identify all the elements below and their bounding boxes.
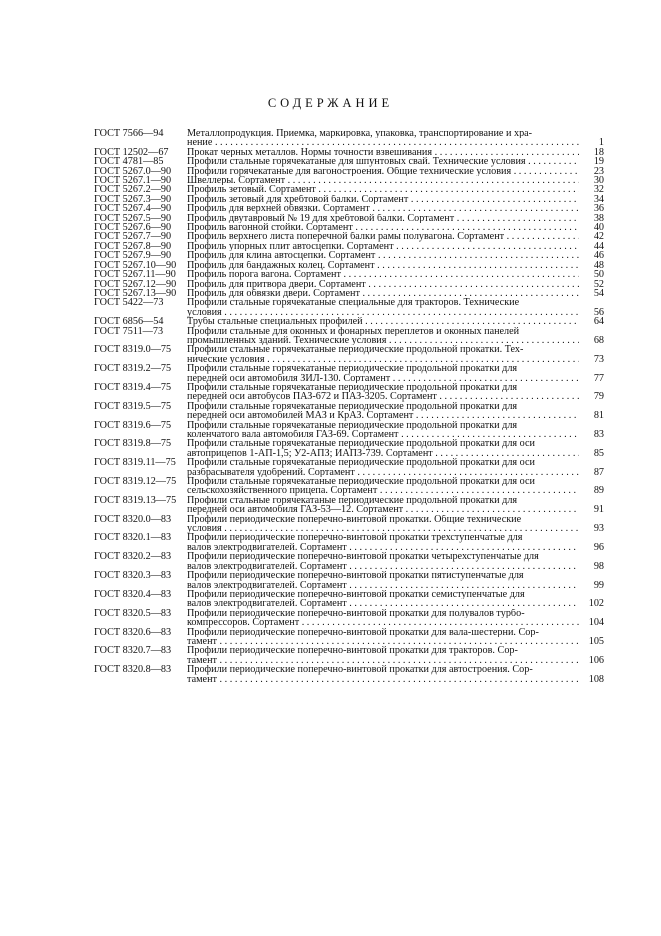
- toc-entry[interactable]: [94, 421, 604, 440]
- toc-entry[interactable]: [94, 646, 604, 665]
- toc-entry-code: ГОСТ 7566—94: [94, 128, 164, 139]
- toc-entry-code: ГОСТ 5422—73: [94, 297, 164, 309]
- toc-entry-title-line: нение . . .: [187, 138, 579, 147]
- toc-entry-title: [187, 129, 579, 148]
- toc-entry-title-line: Профили стальные горячекатаные периодические продольной прокатки для: [187, 401, 518, 412]
- toc-entry-title: [187, 214, 579, 223]
- toc-entry-title-line: Металлопродукция. Приемка, маркировка, упаковка, транспортирование и хра-: [187, 129, 533, 139]
- toc-entry-title: [187, 195, 579, 204]
- toc-entry-title-line: передней оси автомобиля ЗИЛ-130. Сортамент . . .: [187, 374, 579, 383]
- toc-entry-page-number: 50: [593, 269, 604, 281]
- toc-entry-title-line: Профиль для обвязки двери. Сортамент . . .: [187, 289, 579, 298]
- toc-entry-page-number: 18: [593, 146, 604, 158]
- toc-entry-title-line: Профили стальные горячекатаные периодические продольной прокатки. Тех-: [187, 345, 524, 355]
- toc-entry-title-line: Профиль порога вагона. Сортамент . . .: [187, 270, 579, 279]
- toc-entry-title: [187, 157, 579, 166]
- toc-entry-page-number: 87: [593, 466, 604, 478]
- toc-entry-title-line: Профили периодические поперечно-винтовой прокатки для вала-шестерни. Сор-: [187, 627, 539, 637]
- toc-entry-title-line: Профиль упорных плит автосцепки. Сортамент . . .: [187, 242, 579, 251]
- toc-entry-code: ГОСТ 5267.3—90: [94, 193, 172, 205]
- toc-entry-code: ГОСТ 8320.3—83: [94, 570, 172, 582]
- toc-entry-title-line: Профили стальные горячекатаные специальные для тракторов. Технические: [187, 298, 520, 308]
- toc-entry-title-line: передней оси автомобиля ГАЗ-53—12. Сортамент . . .: [187, 505, 579, 514]
- toc-entry-title: [187, 646, 579, 665]
- toc-entry-title: [187, 439, 579, 458]
- toc-entry-title: [187, 148, 579, 157]
- toc-heading: СОДЕРЖАНИЕ: [267, 96, 394, 110]
- toc-entry-code: ГОСТ 8319.4—75: [94, 381, 172, 393]
- toc-entry-code: ГОСТ 8320.0—83: [94, 513, 172, 525]
- toc-entry-title-line: Профили стальные горячекатаные периодические продольной прокатки для: [187, 364, 518, 374]
- toc-entry[interactable]: [94, 439, 604, 458]
- toc-entry-page-number: 40: [593, 222, 604, 234]
- toc-entry[interactable]: [94, 458, 604, 477]
- toc-entry-page-number: 34: [593, 193, 604, 205]
- toc-entry[interactable]: [94, 590, 604, 609]
- toc-entry[interactable]: [94, 609, 604, 628]
- toc-entry-page-number: 83: [593, 429, 604, 440]
- toc-entry-title-line: Трубы стальные специальных профилей . . .: [187, 317, 579, 326]
- toc-entry-code: ГОСТ 5267.11—90: [94, 269, 176, 281]
- toc-entry-title-line: сельскохозяйственного прицепа. Сортамент . . .: [187, 486, 579, 495]
- toc-entry-code: ГОСТ 8319.6—75: [94, 419, 172, 431]
- toc-entry-title: [187, 167, 579, 176]
- toc-entry-title-line: Профили стальные для оконных и фонарных переплетов и оконных панелей: [187, 326, 520, 336]
- toc-entry-title: [187, 242, 579, 251]
- toc-entry-code: ГОСТ 8320.5—83: [94, 607, 172, 619]
- toc-entry-page-number: 73: [593, 353, 604, 365]
- toc-entry-title-line: Профили горячекатаные для вагоностроения. Общие технические условия . . .: [187, 167, 579, 176]
- toc-entry-title-line: коленчатого вала автомобиля ГАЗ-69. Сортамент . . .: [187, 430, 579, 439]
- toc-entry-title: [187, 364, 579, 383]
- toc-entry-title: [187, 571, 579, 590]
- toc-entry-code: ГОСТ 5267.12—90: [94, 278, 177, 290]
- toc-entry-title-line: условия . . .: [187, 308, 579, 317]
- toc-entry-page-number: 52: [593, 278, 604, 290]
- toc-entry-page-number: 77: [593, 372, 604, 384]
- toc-entry-title-line: нические условия . . .: [187, 355, 579, 364]
- toc-entry-title: [187, 421, 579, 440]
- toc-entry-code: ГОСТ 8320.1—83: [94, 532, 172, 544]
- toc-entry[interactable]: [94, 298, 604, 317]
- toc-entry-title: [187, 665, 579, 684]
- toc-entry[interactable]: [94, 496, 604, 515]
- toc-entry-title-line: валов электродвигателей. Сортамент . . .: [187, 543, 579, 552]
- toc-entry-title-line: Профили периодические поперечно-винтовой прокатки для автостроения. Сор-: [187, 665, 533, 675]
- toc-entry-code: ГОСТ 5267.7—90: [94, 231, 172, 243]
- toc-entry-title-line: тамент . . .: [187, 656, 579, 665]
- toc-entry-title: [187, 298, 579, 317]
- toc-entry-title: [187, 383, 579, 402]
- toc-entry-title-line: Профили стальные горячекатаные периодические продольной прокатки для оси: [187, 439, 535, 449]
- toc-entry[interactable]: [94, 383, 604, 402]
- toc-entry-page-number: 99: [593, 579, 604, 591]
- toc-entry-title-line: автоприцепов 1-АП-1,5; У2-АПЗ; ИАПЗ-739. Сортамент . . .: [187, 449, 579, 458]
- toc-entry-page-number: 56: [593, 306, 604, 318]
- toc-entry-title: [187, 317, 579, 326]
- toc-entry-title: [187, 204, 579, 213]
- toc-entry-code: ГОСТ 8319.8—75: [94, 438, 172, 450]
- toc-entry-code: ГОСТ 8320.2—83: [94, 551, 172, 563]
- toc-entry[interactable]: [94, 327, 604, 346]
- toc-entry-page-number: 38: [593, 212, 604, 224]
- toc-entry-page-number: 46: [593, 250, 604, 262]
- toc-entry[interactable]: [94, 289, 604, 298]
- toc-entry-title-line: условия . . .: [187, 524, 579, 533]
- toc-entry-code: ГОСТ 5267.6—90: [94, 222, 172, 234]
- toc-entry-title-line: Швеллеры. Сортамент . . .: [187, 176, 579, 185]
- toc-entry-title: [187, 496, 579, 515]
- toc-entry-title-line: Профиль для притвора двери. Сортамент . . .: [187, 280, 579, 289]
- toc-entry-code: ГОСТ 5267.4—90: [94, 203, 172, 215]
- toc-entry-title: [187, 280, 579, 289]
- toc-entry[interactable]: [94, 477, 604, 496]
- toc-entry[interactable]: [94, 552, 604, 571]
- toc-entry-title-line: Профиль вагонной стойки. Сортамент . . .: [187, 223, 579, 232]
- toc-entry-page-number: 105: [588, 635, 604, 647]
- toc-entry-page-number: 23: [593, 165, 604, 177]
- toc-entry-page-number: 79: [593, 391, 604, 403]
- toc-entry-page-number: 98: [593, 560, 604, 572]
- toc-entry-title: [187, 232, 579, 241]
- toc-entry-code: ГОСТ 8319.13—75: [94, 494, 177, 506]
- toc-entry-page-number: 106: [588, 654, 604, 666]
- toc-entry-title-line: Профили периодические поперечно-винтовой прокатки пятиступенчатые для: [187, 571, 524, 581]
- toc-entry-code: ГОСТ 7511—73: [94, 325, 164, 337]
- toc-entry[interactable]: [94, 533, 604, 552]
- toc-entry-code: ГОСТ 5267.10—90: [94, 259, 177, 271]
- toc-entry-title-line: Профили периодические поперечно-винтовой прокатки. Общие технические: [187, 514, 522, 525]
- toc-entry-title: [187, 628, 579, 647]
- toc-entry-title-line: Профили периодические поперечно-винтовой прокатки четырехступенчатые для: [187, 552, 539, 562]
- toc-entry-code: ГОСТ 5267.8—90: [94, 240, 172, 252]
- toc-entry-title: [187, 609, 579, 628]
- toc-entry-page-number: 32: [593, 184, 604, 196]
- toc-entry-page-number: 42: [593, 231, 604, 243]
- toc-entry-page-number: 48: [593, 259, 604, 271]
- toc-entry[interactable]: [94, 628, 604, 647]
- toc-entry-title-line: промышленных зданий. Технические условия . . .: [187, 336, 579, 345]
- toc-entry-title: [187, 289, 579, 298]
- toc-entry-title-line: Профили стальные горячекатаные периодические продольной прокатки для оси: [187, 458, 535, 468]
- toc-entry-page-number: 19: [593, 156, 604, 168]
- toc-entry-title-line: Профиль для бандажных колец. Сортамент . . .: [187, 261, 579, 270]
- toc-entry-title: [187, 533, 579, 552]
- toc-entry-page-number: 1: [598, 137, 604, 149]
- toc-entry-title-line: Профиль для клина автосцепки. Сортамент . . .: [187, 251, 579, 260]
- toc-entry-title-line: Профили периодические поперечно-винтовой прокатки для тракторов. Сор-: [187, 646, 518, 656]
- toc-entry-title-line: передней оси автомобилей МАЗ и КрАЗ. Сортамент . . .: [187, 411, 579, 420]
- toc-entry-code: ГОСТ 5267.2—90: [94, 184, 172, 196]
- toc-entry-title-line: Профили стальные горячекатаные периодические продольной прокатки для: [187, 420, 518, 430]
- toc-entry-code: ГОСТ 8320.4—83: [94, 588, 172, 600]
- toc-entry-code: ГОСТ 5267.9—90: [94, 250, 172, 262]
- toc-entry[interactable]: [94, 345, 604, 364]
- toc-entry-code: ГОСТ 8319.5—75: [94, 400, 172, 412]
- toc-entry[interactable]: [94, 129, 604, 148]
- toc-entry-title-line: передней оси автобусов ПАЗ-672 и ПАЗ-3205. Сортамент . . .: [187, 392, 579, 401]
- toc-entry-title: [187, 176, 579, 185]
- toc-entry-code: ГОСТ 8320.7—83: [94, 645, 172, 657]
- toc-entry-page-number: 81: [593, 410, 604, 422]
- toc-entry[interactable]: [94, 317, 604, 326]
- toc-entry-title-line: тамент . . .: [187, 675, 579, 684]
- toc-entry-code: ГОСТ 8319.0—75: [94, 344, 172, 356]
- toc-entry-title: [187, 458, 579, 477]
- toc-entry-code: ГОСТ 6856—54: [94, 316, 164, 328]
- toc-entry-title-line: Профиль зетовый. Сортамент . . .: [187, 185, 579, 194]
- toc-entry-page-number: 108: [588, 673, 604, 685]
- toc-entry-title-line: разбрасывателя удобрений. Сортамент . . .: [187, 468, 579, 477]
- toc-entry-code: ГОСТ 5267.0—90: [94, 165, 172, 177]
- toc-entry-title-line: Профили стальные горячекатаные периодические продольной прокатки для: [187, 382, 518, 393]
- toc-entry-title: [187, 185, 579, 194]
- toc-entry-title: [187, 251, 579, 260]
- toc-entry-page-number: 85: [593, 447, 604, 459]
- toc-entry-page-number: 30: [593, 175, 604, 187]
- toc-entry-page-number: 64: [593, 316, 604, 328]
- toc-entry-code: ГОСТ 8320.8—83: [94, 664, 172, 676]
- toc-entry-page-number: 104: [588, 617, 604, 629]
- toc-entry-title: [187, 223, 579, 232]
- toc-entry-title-line: Профили стальные горячекатаные для шпунтовых свай. Технические условия . . .: [187, 157, 579, 166]
- toc-entry-title-line: тамент . . .: [187, 637, 579, 646]
- toc-entry-code: ГОСТ 5267.1—90: [94, 175, 172, 187]
- toc-entry-title-line: Профиль верхнего листа поперечной балки рамы полувагона. Сортамент . . .: [187, 232, 579, 241]
- toc-entry-code: ГОСТ 8319.2—75: [94, 363, 172, 375]
- toc-entry-title-line: Профиль двутавровый № 19 для хребтовой балки. Сортамент . . .: [187, 214, 579, 223]
- toc-entry-title: [187, 515, 579, 534]
- toc-entry-title-line: валов электродвигателей. Сортамент . . .: [187, 562, 579, 571]
- toc-entry-title-line: Профили периодические поперечно-винтовой прокатки семиступенчатые для: [187, 589, 525, 600]
- toc-entry-title-line: Профили стальные горячекатаные периодические продольной прокатки для оси: [187, 477, 535, 487]
- toc-entry-title-line: Прокат черных металлов. Нормы точности взвешивания . . .: [187, 148, 579, 157]
- toc-entry-title-line: Профиль для верхней обвязки. Сортамент . . .: [187, 204, 579, 213]
- toc-entry-page-number: 68: [593, 334, 604, 346]
- toc-entry[interactable]: [94, 148, 604, 157]
- toc-entry[interactable]: [94, 665, 604, 684]
- toc-entry-title-line: Профили периодические поперечно-винтовой прокатки для полувалов турбо-: [187, 608, 525, 619]
- toc-entry-code: ГОСТ 8319.11—75: [94, 457, 176, 469]
- toc-entry-page-number: 102: [588, 598, 604, 610]
- toc-entry[interactable]: [94, 402, 604, 421]
- toc-entry-title-line: валов электродвигателей. Сортамент . . .: [187, 581, 579, 590]
- toc-entry-code: ГОСТ 4781—85: [94, 156, 164, 168]
- toc-entry[interactable]: [94, 571, 604, 590]
- toc-entry-title: [187, 270, 579, 279]
- toc-entry-code: ГОСТ 5267.5—90: [94, 212, 172, 224]
- toc-entry-code: ГОСТ 12502—67: [94, 146, 169, 158]
- toc-entry-page-number: 91: [593, 504, 604, 516]
- toc-entry-title: [187, 402, 579, 421]
- toc-entry-title: [187, 345, 579, 364]
- toc-entry-code: ГОСТ 8320.6—83: [94, 626, 172, 638]
- toc-entry-title-line: валов электродвигателей. Сортамент . . .: [187, 599, 579, 608]
- toc-entry-title-line: Профили периодические поперечно-винтовой прокатки трехступенчатые для: [187, 533, 523, 543]
- toc-entry-title-line: компрессоров. Сортамент . . .: [187, 618, 579, 627]
- toc-entry-title-line: Профили стальные горячекатаные периодические продольной прокатки для: [187, 495, 518, 506]
- toc-entry-page-number: 36: [593, 203, 604, 215]
- toc-entry-title-line: Профиль зетовый для хребтовой балки. Сортамент . . .: [187, 195, 579, 204]
- toc-entry-code: ГОСТ 8319.12—75: [94, 476, 177, 488]
- toc-entry-title: [187, 552, 579, 571]
- toc-entry-page-number: 54: [593, 287, 604, 299]
- table-of-contents: [94, 129, 604, 684]
- toc-entry-page-number: 96: [593, 541, 604, 553]
- toc-entry-page-number: 93: [593, 523, 604, 535]
- toc-entry-page-number: 44: [593, 240, 604, 252]
- toc-entry[interactable]: [94, 515, 604, 534]
- toc-entry[interactable]: [94, 364, 604, 383]
- toc-entry-title: [187, 477, 579, 496]
- toc-entry-page-number: 89: [593, 485, 604, 497]
- toc-entry-code: ГОСТ 5267.13—90: [94, 287, 177, 299]
- toc-entry-title: [187, 590, 579, 609]
- toc-entry-title: [187, 261, 579, 270]
- toc-entry-title: [187, 327, 579, 346]
